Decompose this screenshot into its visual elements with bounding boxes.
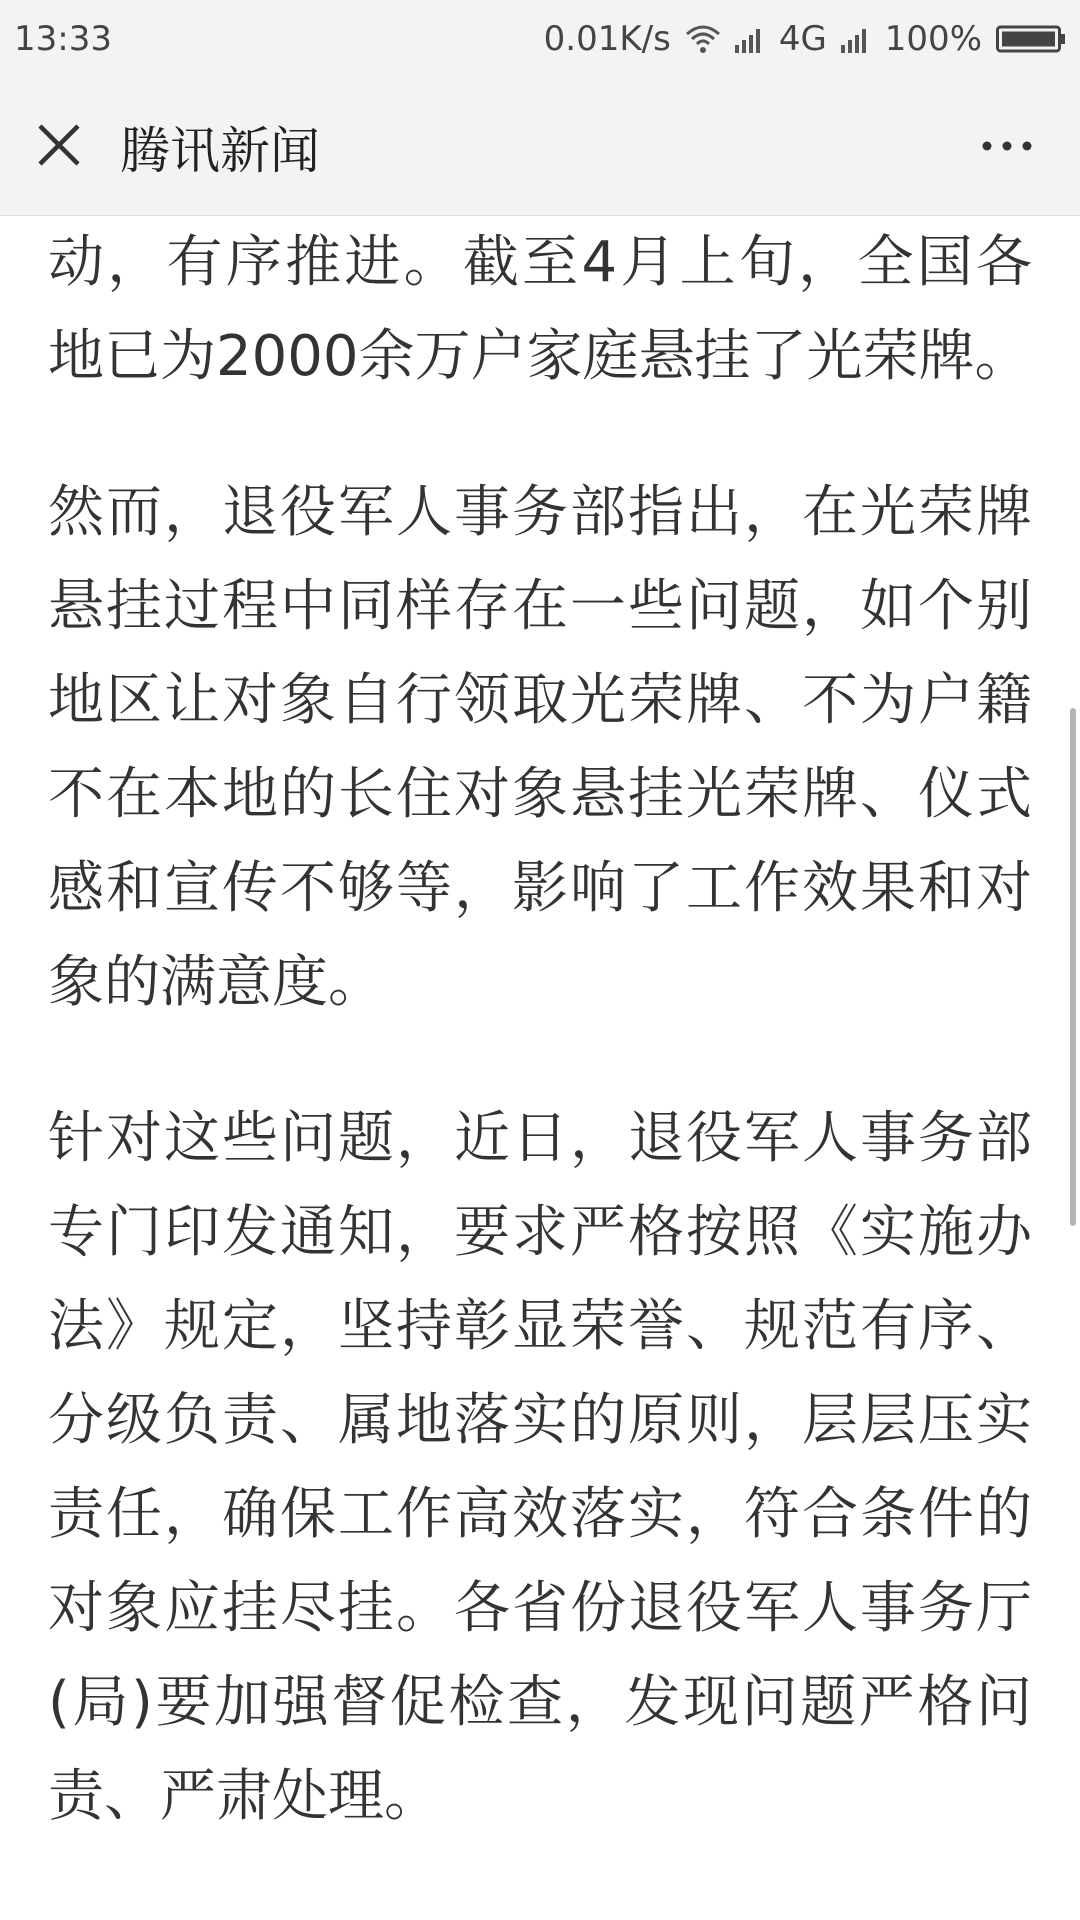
article-paragraph: 针对这些问题，近日，退役军人事务部专门印发通知，要求严格按照《实施办法》规定，坚持彰显荣誉、规范有序、分级负责、属地落实的原则，层层压实责任，确保工作高效落实，符合条件的对象应挂尽挂。各省份退役军人事务厅(局)要加强督促检查，发现问题严格问责、严肃处理。	[48, 1106, 1032, 1829]
network-type: 4G	[778, 19, 827, 59]
article-body[interactable]	[48, 216, 1032, 1920]
signal-icon-2	[841, 25, 871, 53]
status-time: 13:33	[14, 19, 112, 59]
more-button[interactable]	[972, 112, 1042, 182]
net-speed: 0.01K/s	[543, 19, 671, 59]
status-indicators	[544, 19, 1066, 59]
article-paragraph: 然而，退役军人事务部指出，在光荣牌悬挂过程中同样存在一些问题，如个别地区让对象自行领取光荣牌、不为户籍不在本地的长住对象悬挂光荣牌、仪式感和宣传不够等，影响了工作效果和对象的满意度。	[48, 480, 1032, 1015]
battery-percent: 100%	[884, 19, 982, 59]
nav-bar	[0, 78, 1080, 216]
status-bar	[0, 0, 1080, 78]
battery-icon	[996, 24, 1066, 54]
signal-icon	[735, 25, 765, 53]
close-icon	[36, 122, 82, 172]
article-paragraph: 动，有序推进。截至4月上旬，全国各地已为2000余万户家庭悬挂了光荣牌。	[48, 230, 1032, 389]
scrollbar[interactable]	[1070, 708, 1076, 1226]
more-icon	[981, 137, 1033, 156]
wifi-icon	[685, 24, 721, 54]
page-title: 腾讯新闻	[120, 121, 320, 180]
close-button[interactable]	[24, 112, 94, 182]
